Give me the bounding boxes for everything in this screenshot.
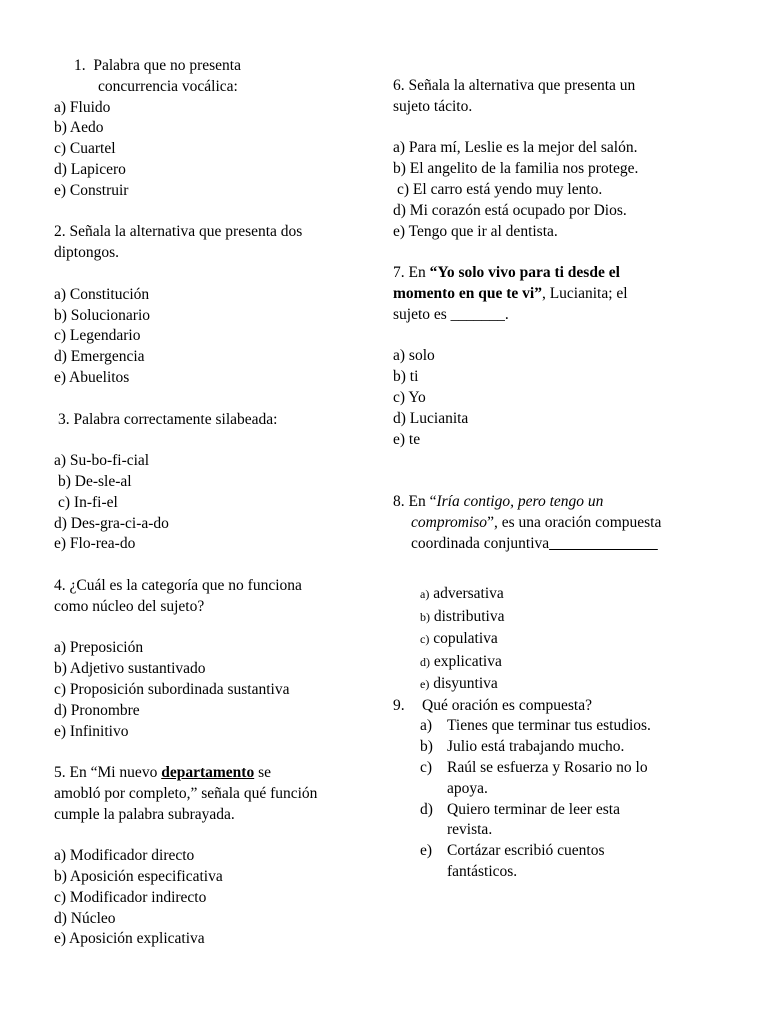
option[interactable]: b) Julio está trabajando mucho.	[420, 738, 625, 756]
option[interactable]: b) ti	[393, 368, 419, 386]
left-column	[54, 56, 364, 950]
option[interactable]: c) Cuartel	[54, 140, 116, 158]
option[interactable]: b) distributiva	[420, 607, 505, 625]
option[interactable]: a) Tienes que terminar tus estudios.	[420, 717, 651, 735]
option[interactable]: e) Flo-rea-do	[54, 535, 136, 553]
question-7-stem-cont: sujeto es _______.	[393, 305, 509, 323]
option[interactable]: d) Lapicero	[54, 160, 126, 178]
option[interactable]: a) Para mí, Leslie es la mejor del salón.	[393, 139, 638, 157]
answer-blank[interactable]: ______________	[549, 534, 658, 552]
option[interactable]: b) Aposición especificativa	[54, 868, 223, 886]
question-1-stem-cont: concurrencia vocálica:	[98, 77, 238, 95]
option[interactable]: a) adversativa	[420, 585, 504, 603]
question-8	[393, 492, 713, 696]
question-3-stem: 3. Palabra correctamente silabeada:	[58, 410, 278, 428]
option[interactable]: a) Fluido	[54, 98, 111, 116]
question-8-stem-cont: compromiso”, es una oración compuesta	[411, 513, 662, 531]
option[interactable]: c) El carro está yendo muy lento.	[397, 180, 603, 198]
question-3	[54, 410, 364, 556]
question-2-stem-cont: diptongos.	[54, 244, 120, 262]
option[interactable]: e) Cortázar escribió cuentos fantásticos.	[420, 842, 605, 880]
option[interactable]: b) Solucionario	[54, 306, 150, 324]
option[interactable]: e) Abuelitos	[54, 368, 130, 386]
option[interactable]: a) Su-bo-fi-cial	[54, 452, 150, 470]
option[interactable]: d) Quiero terminar de leer esta revista.	[420, 800, 620, 839]
right-column	[393, 76, 713, 883]
question-2-stem: 2. Señala la alternativa que presenta dos	[54, 223, 303, 241]
option[interactable]: c) Yo	[393, 388, 426, 406]
option[interactable]: c) Proposición subordinada sustantiva	[54, 680, 290, 698]
option[interactable]: b) Adjetivo sustantivado	[54, 660, 206, 678]
option[interactable]: b) Aedo	[54, 119, 104, 137]
question-8-stem: 8. En “Iría contigo, pero tengo un	[393, 492, 604, 510]
question-4-stem-cont: como núcleo del sujeto?	[54, 597, 205, 615]
question-7	[393, 263, 713, 450]
question-5-stem-cont: cumple la palabra subrayada.	[54, 805, 235, 823]
option[interactable]: e) Tengo que ir al dentista.	[393, 222, 558, 240]
question-1-number: 1.	[74, 57, 86, 74]
question-5-stem: 5. En “Mi nuevo departamento se	[54, 764, 271, 782]
option[interactable]: e) disyuntiva	[420, 675, 498, 693]
question-1-stem: 1. Palabra que no presenta	[74, 57, 241, 74]
option[interactable]: a) solo	[393, 347, 435, 365]
question-4-stem: 4. ¿Cuál es la categoría que no funciona	[54, 576, 302, 594]
option[interactable]: c) Legendario	[54, 327, 141, 345]
option[interactable]: d) Pronombre	[54, 701, 140, 719]
option[interactable]: b) El angelito de la familia nos protege.	[393, 160, 639, 178]
option[interactable]: c) copulativa	[420, 630, 498, 648]
option[interactable]: b) De-sle-al	[58, 472, 132, 490]
option[interactable]: c) Modificador indirecto	[54, 888, 207, 906]
option[interactable]: e) te	[393, 430, 421, 448]
option[interactable]: d) Lucianita	[393, 409, 469, 427]
question-6-stem: 6. Señala la alternativa que presenta un	[393, 77, 636, 94]
question-6-stem-cont: sujeto tácito.	[393, 97, 473, 115]
option[interactable]: a) Preposición	[54, 639, 144, 657]
question-2	[54, 222, 364, 388]
option[interactable]: e) Infinitivo	[54, 722, 129, 740]
question-9-stem: 9. Qué oración es compuesta?	[393, 696, 713, 717]
underlined-word: departamento	[161, 764, 255, 782]
question-5	[54, 763, 364, 950]
option[interactable]: a) Modificador directo	[54, 847, 195, 865]
question-7-stem-cont: momento en que te vi”, Lucianita; el	[393, 284, 628, 302]
question-9-number: 9.	[393, 696, 405, 714]
option[interactable]: d) Núcleo	[54, 909, 116, 927]
question-5-stem-cont: amobló por completo,” señala qué función	[54, 784, 318, 802]
question-4	[54, 576, 364, 742]
question-1	[54, 56, 364, 202]
option[interactable]: d) Des-gra-ci-a-do	[54, 514, 169, 532]
question-6	[393, 76, 713, 242]
option[interactable]: c) Raúl se esfuerza y Rosario no lo apoya.	[420, 759, 648, 797]
option[interactable]: d) explicativa	[420, 652, 502, 670]
option[interactable]: e) Construir	[54, 181, 129, 199]
question-8-stem-cont: coordinada conjuntiva______________	[411, 534, 658, 552]
option[interactable]: e) Aposición explicativa	[54, 930, 205, 948]
option[interactable]: c) In-fi-el	[58, 493, 118, 511]
question-9	[393, 696, 713, 883]
option[interactable]: d) Emergencia	[54, 348, 145, 366]
option[interactable]: d) Mi corazón está ocupado por Dios.	[393, 201, 627, 219]
option[interactable]: a) Constitución	[54, 285, 150, 303]
question-7-stem: 7. En “Yo solo vivo para ti desde el	[393, 264, 620, 282]
